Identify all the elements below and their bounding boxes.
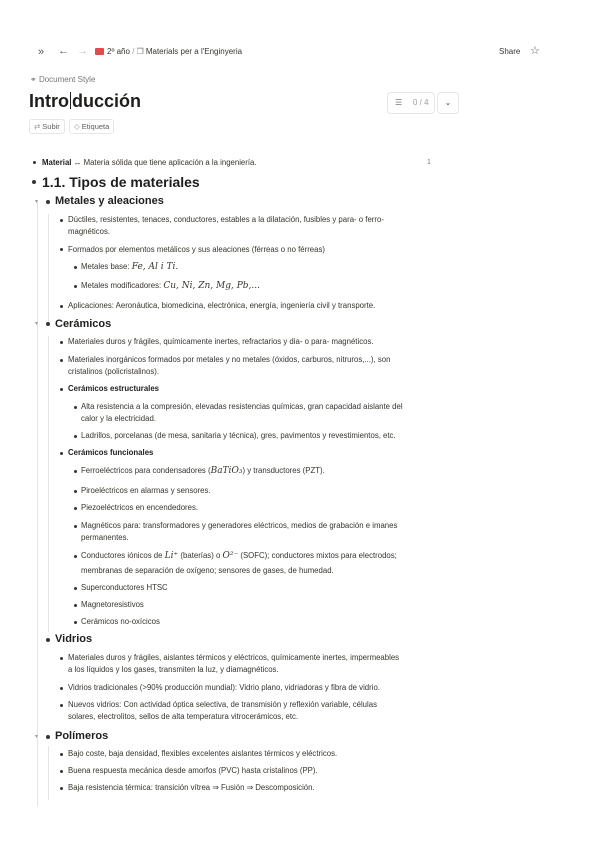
list-item[interactable]: Materiales duros y frágiles, químicamente inertes, refractarios y dia- o para- magnéticos. (68, 337, 374, 346)
list-item-continuation[interactable]: solares, electrolitos, sellos de alta temperatura vitrocerámicos, etc. (68, 712, 299, 721)
bullet (60, 388, 63, 391)
list-item[interactable]: Baja resistencia térmica: transición vítrea ⇒ Fusión ⇒ Descomposición. (68, 783, 315, 792)
share-button[interactable]: Share (499, 47, 521, 56)
section-heading[interactable]: 1.1. Tipos de materiales (42, 174, 200, 190)
heading-ceramicos[interactable]: Cerámicos (55, 318, 112, 330)
favorite-star-icon[interactable]: ☆ (530, 45, 540, 57)
breadcrumb (95, 46, 242, 58)
bullet (60, 341, 63, 344)
list-item[interactable]: Dúctiles, resistentes, tenaces, conductores, estables a la dilatación, fusibles y para- o ferro- (68, 215, 384, 224)
list-item[interactable]: Piezoeléctricos en encendedores. (81, 503, 199, 512)
bullet (60, 704, 63, 707)
list-item[interactable]: Formados por elementos metálicos y sus aleaciones (férreas o no férreas) (68, 245, 325, 254)
bullet (74, 490, 77, 493)
toggle-guide-line (48, 214, 49, 322)
bullet (74, 525, 77, 528)
folder-icon (95, 48, 104, 55)
bullet (46, 638, 50, 642)
bullet (74, 470, 77, 473)
page-icon: ❐ (136, 47, 144, 56)
list-item-continuation[interactable]: magnéticos. (68, 227, 111, 236)
list-item-continuation[interactable]: cristalinos (policristalinos). (68, 367, 159, 376)
list-item[interactable]: Metales base: Fe, Al i Ti. (81, 262, 179, 272)
list-item[interactable]: Buena respuesta mecánica desde amorfos (PVC) hasta cristalinos (PP). (68, 766, 318, 775)
expand-sidebar-icon[interactable]: » (38, 46, 45, 58)
tag-icon: ◇ (74, 122, 80, 131)
list-item[interactable]: Materiales duros y frágiles, aislantes térmicos y eléctricos, químicamente inertes, impermeables (68, 653, 400, 662)
list-item-continuation[interactable]: membranas de separación de oxígeno; sensores de gases, de humedad. (81, 566, 334, 575)
heading-metales[interactable]: Metales y aleaciones (55, 195, 164, 207)
bullet (74, 621, 77, 624)
bullet (74, 587, 77, 590)
toggle-guide-line (48, 336, 49, 632)
bullet (60, 359, 63, 362)
bullet (74, 266, 77, 269)
bullet (74, 555, 77, 558)
toggle-guide-line (48, 746, 49, 800)
bullet (74, 406, 77, 409)
breadcrumb-folder[interactable]: 2º año (95, 47, 130, 56)
task-icon: ☰ (395, 98, 403, 107)
bullet (60, 305, 63, 308)
list-item[interactable]: Aplicaciones: Aeronáutica, biomedicina, electrónica, energía, ingeniería civil y transporte. (68, 301, 376, 310)
bullet (60, 657, 63, 660)
list-item-continuation[interactable]: a los líquidos y los gases, transmiten la luz, y diamagnéticos. (68, 665, 279, 674)
bullet (60, 452, 63, 455)
list-item[interactable]: Magnéticos para: transformadores y generadores eléctricos, medios de grabación e imanes (81, 521, 398, 530)
text-cursor (70, 92, 71, 109)
page-title[interactable]: Intro ducción (29, 91, 142, 111)
toggle-arrow-icon[interactable]: ▾ (35, 734, 39, 740)
list-item[interactable]: Superconductores HTSC (81, 583, 168, 592)
list-item[interactable]: Material ↔ Materia sólida que tiene aplicación a la ingeniería. (42, 158, 257, 167)
bullet (33, 161, 36, 164)
document-style-label[interactable]: ⚭ Document Style (30, 75, 96, 84)
forward-arrow-icon[interactable]: → (77, 45, 88, 57)
list-item[interactable]: Metales modificadores: Cu, Ni, Zn, Mg, Pb,... (81, 281, 260, 291)
top-bar (0, 0, 600, 131)
list-item-continuation[interactable]: permanentes. (81, 533, 129, 542)
list-item[interactable]: Ladrillos, porcelanas (de mesa, sanitaria y técnica), gres, pavimentos y revestimientos, etc. (81, 431, 396, 440)
breadcrumb-page[interactable]: ❐ Materials per a l'Enginyeria (136, 47, 243, 56)
list-item[interactable]: Piroeléctricos en alarmas y sensores. (81, 486, 211, 495)
progress-counter[interactable]: ☰ 0 / 4 (387, 92, 435, 114)
bullet (74, 604, 77, 607)
heading-vidrios[interactable]: Vidrios (55, 633, 93, 645)
bullet (32, 180, 36, 184)
bullet (74, 285, 77, 288)
bullet (46, 735, 50, 739)
list-item[interactable]: Alta resistencia a la compresión, elevadas resistencias químicas, gran capacidad aislante del (81, 402, 403, 411)
bullet (60, 219, 63, 222)
toggle-arrow-icon[interactable]: ▾ (35, 199, 39, 205)
list-item-continuation[interactable]: calor y la electricidad. (81, 414, 156, 423)
footnote-marker[interactable]: 1 (427, 159, 431, 166)
subheading-estructurales[interactable]: Cerámicos estructurales (68, 384, 160, 393)
bullet (74, 435, 77, 438)
chevron-down-icon[interactable]: ⌄ (437, 92, 459, 114)
list-item[interactable]: Conductores iónicos de Li⁺ (baterías) o O²⁻ (SOFC); conductores mixtos para electrodos; (81, 551, 397, 561)
link-icon: ⇄ (34, 122, 41, 131)
list-item[interactable]: Magnetoresistivos (81, 600, 144, 609)
list-item[interactable]: Ferroeléctricos para condensadores (BaTiO₃) y transductores (PZT). (81, 466, 325, 476)
heading-polimeros[interactable]: Polímeros (55, 730, 109, 742)
list-item[interactable]: Cerámicos no-oxícicos (81, 617, 160, 626)
style-icon: ⚭ (30, 75, 37, 84)
toggle-arrow-icon[interactable]: ▾ (35, 321, 39, 327)
bullet (60, 787, 63, 790)
bullet (60, 770, 63, 773)
list-item[interactable]: Nuevos vidrios: Con actividad óptica selectiva, de transmisión y reflexión variable, células (68, 700, 377, 709)
list-item[interactable]: Bajo coste, baja densidad, flexibles excelentes aislantes térmicos y eléctricos. (68, 749, 338, 758)
subheading-funcionales[interactable]: Cerámicos funcionales (68, 448, 154, 457)
bullet (46, 322, 50, 326)
bullet (60, 687, 63, 690)
breadcrumb-separator: / (132, 47, 135, 56)
bullet (60, 753, 63, 756)
tag-chip[interactable]: ◇ Etiqueta (69, 119, 114, 134)
bullet (46, 200, 50, 204)
upload-chip[interactable]: ⇄ Subir (29, 119, 65, 134)
back-arrow-icon[interactable]: ← (58, 45, 69, 57)
list-item[interactable]: Vidrios tradicionales (>90% producción mundial): Vidrio plano, vidriadoras y fibra de vidrio. (68, 683, 380, 692)
bullet (60, 248, 63, 251)
toggle-guide-line (37, 201, 38, 806)
list-item[interactable]: Materiales inorgánicos formados por metales y no metales (óxidos, carburos, nitruros,...), son (68, 355, 391, 364)
bullet (74, 507, 77, 510)
